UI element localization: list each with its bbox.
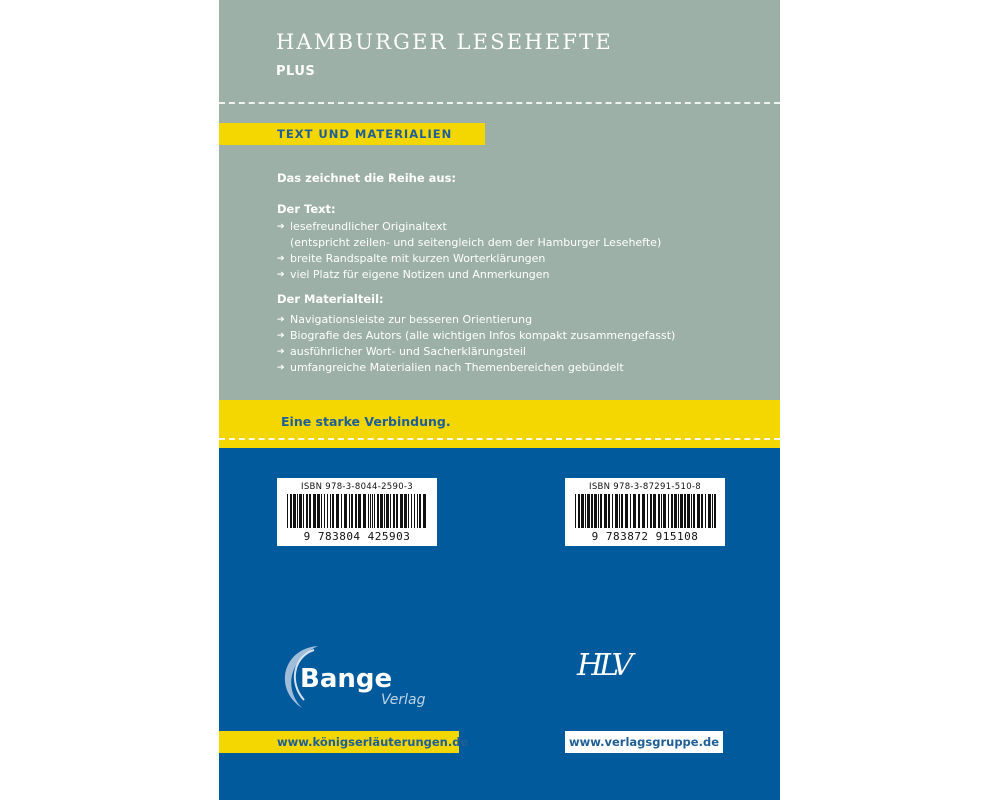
barcode-digits: 9 783872 915108: [591, 530, 699, 543]
list-item: ➔ umfangreiche Materialien nach Themenbereichen gebündelt: [277, 361, 624, 374]
arrow-right-icon: ➔: [277, 315, 285, 325]
barcode-right: [565, 478, 725, 546]
bange-wordmark: Bange: [300, 664, 393, 694]
barcode-bars: [285, 494, 429, 528]
label-bar: [219, 123, 485, 145]
list-item: ➔ viel Platz für eigene Notizen und Anmerkungen: [277, 268, 550, 281]
hlv-logo: HLV: [577, 648, 630, 683]
series-subtitle: PLUS: [276, 64, 316, 79]
verlag-wordmark: Verlag: [381, 692, 426, 708]
url-link-koenigserlaeuterungen[interactable]: www.königserläuterungen.de: [277, 735, 469, 749]
intro-text: Das zeichnet die Reihe aus:: [277, 171, 457, 185]
list-item: ➔ Biografie des Autors (alle wichtigen Infos kompakt zusammengefasst): [277, 329, 676, 342]
barcode-left: [277, 478, 437, 546]
arrow-right-icon: ➔: [277, 270, 285, 280]
material-section-heading: Der Materialteil:: [277, 292, 384, 306]
list-item: ➔ breite Randspalte mit kurzen Worterklärungen: [277, 252, 546, 265]
text-feature-list: [277, 219, 661, 283]
list-item: ➔ ausführlicher Wort- und Sacherklärungsteil: [277, 345, 526, 358]
material-feature-list: [277, 312, 675, 376]
cover-top-panel: [219, 0, 780, 400]
isbn-label: ISBN 978-3-8044-2590-3: [301, 482, 413, 492]
barcode-bars: [573, 494, 717, 528]
slogan-band: [219, 400, 780, 448]
book-back-cover: [219, 0, 780, 800]
series-title: HAMBURGER LESEHEFTE: [276, 30, 613, 54]
slogan-text: Eine starke Verbindung.: [281, 414, 451, 429]
text-section-heading: Der Text:: [277, 202, 336, 216]
arrow-right-icon: ➔: [277, 347, 285, 357]
arrow-right-icon: ➔: [277, 254, 285, 264]
url-bar-right[interactable]: [565, 731, 723, 753]
barcode-digits: 9 783804 425903: [303, 530, 411, 543]
dashed-divider: [219, 102, 780, 104]
isbn-label: ISBN 978-3-87291-510-8: [589, 482, 701, 492]
list-item: ➔ lesefreundlicher Originaltext: [277, 220, 447, 233]
arrow-right-icon: ➔: [277, 331, 285, 341]
list-item-continuation: (entspricht zeilen- und seitengleich dem der Hamburger Lesehefte): [290, 236, 662, 249]
dashed-divider: [219, 438, 780, 440]
arrow-right-icon: ➔: [277, 363, 285, 373]
arrow-right-icon: ➔: [277, 222, 285, 232]
bange-verlag-logo: [274, 638, 434, 713]
label-text: TEXT UND MATERIALIEN: [277, 127, 453, 141]
url-link-verlagsgruppe[interactable]: www.verlagsgruppe.de: [568, 735, 719, 749]
list-item: ➔ Navigationsleiste zur besseren Orientierung: [277, 313, 533, 326]
url-bar-left[interactable]: [219, 731, 469, 753]
